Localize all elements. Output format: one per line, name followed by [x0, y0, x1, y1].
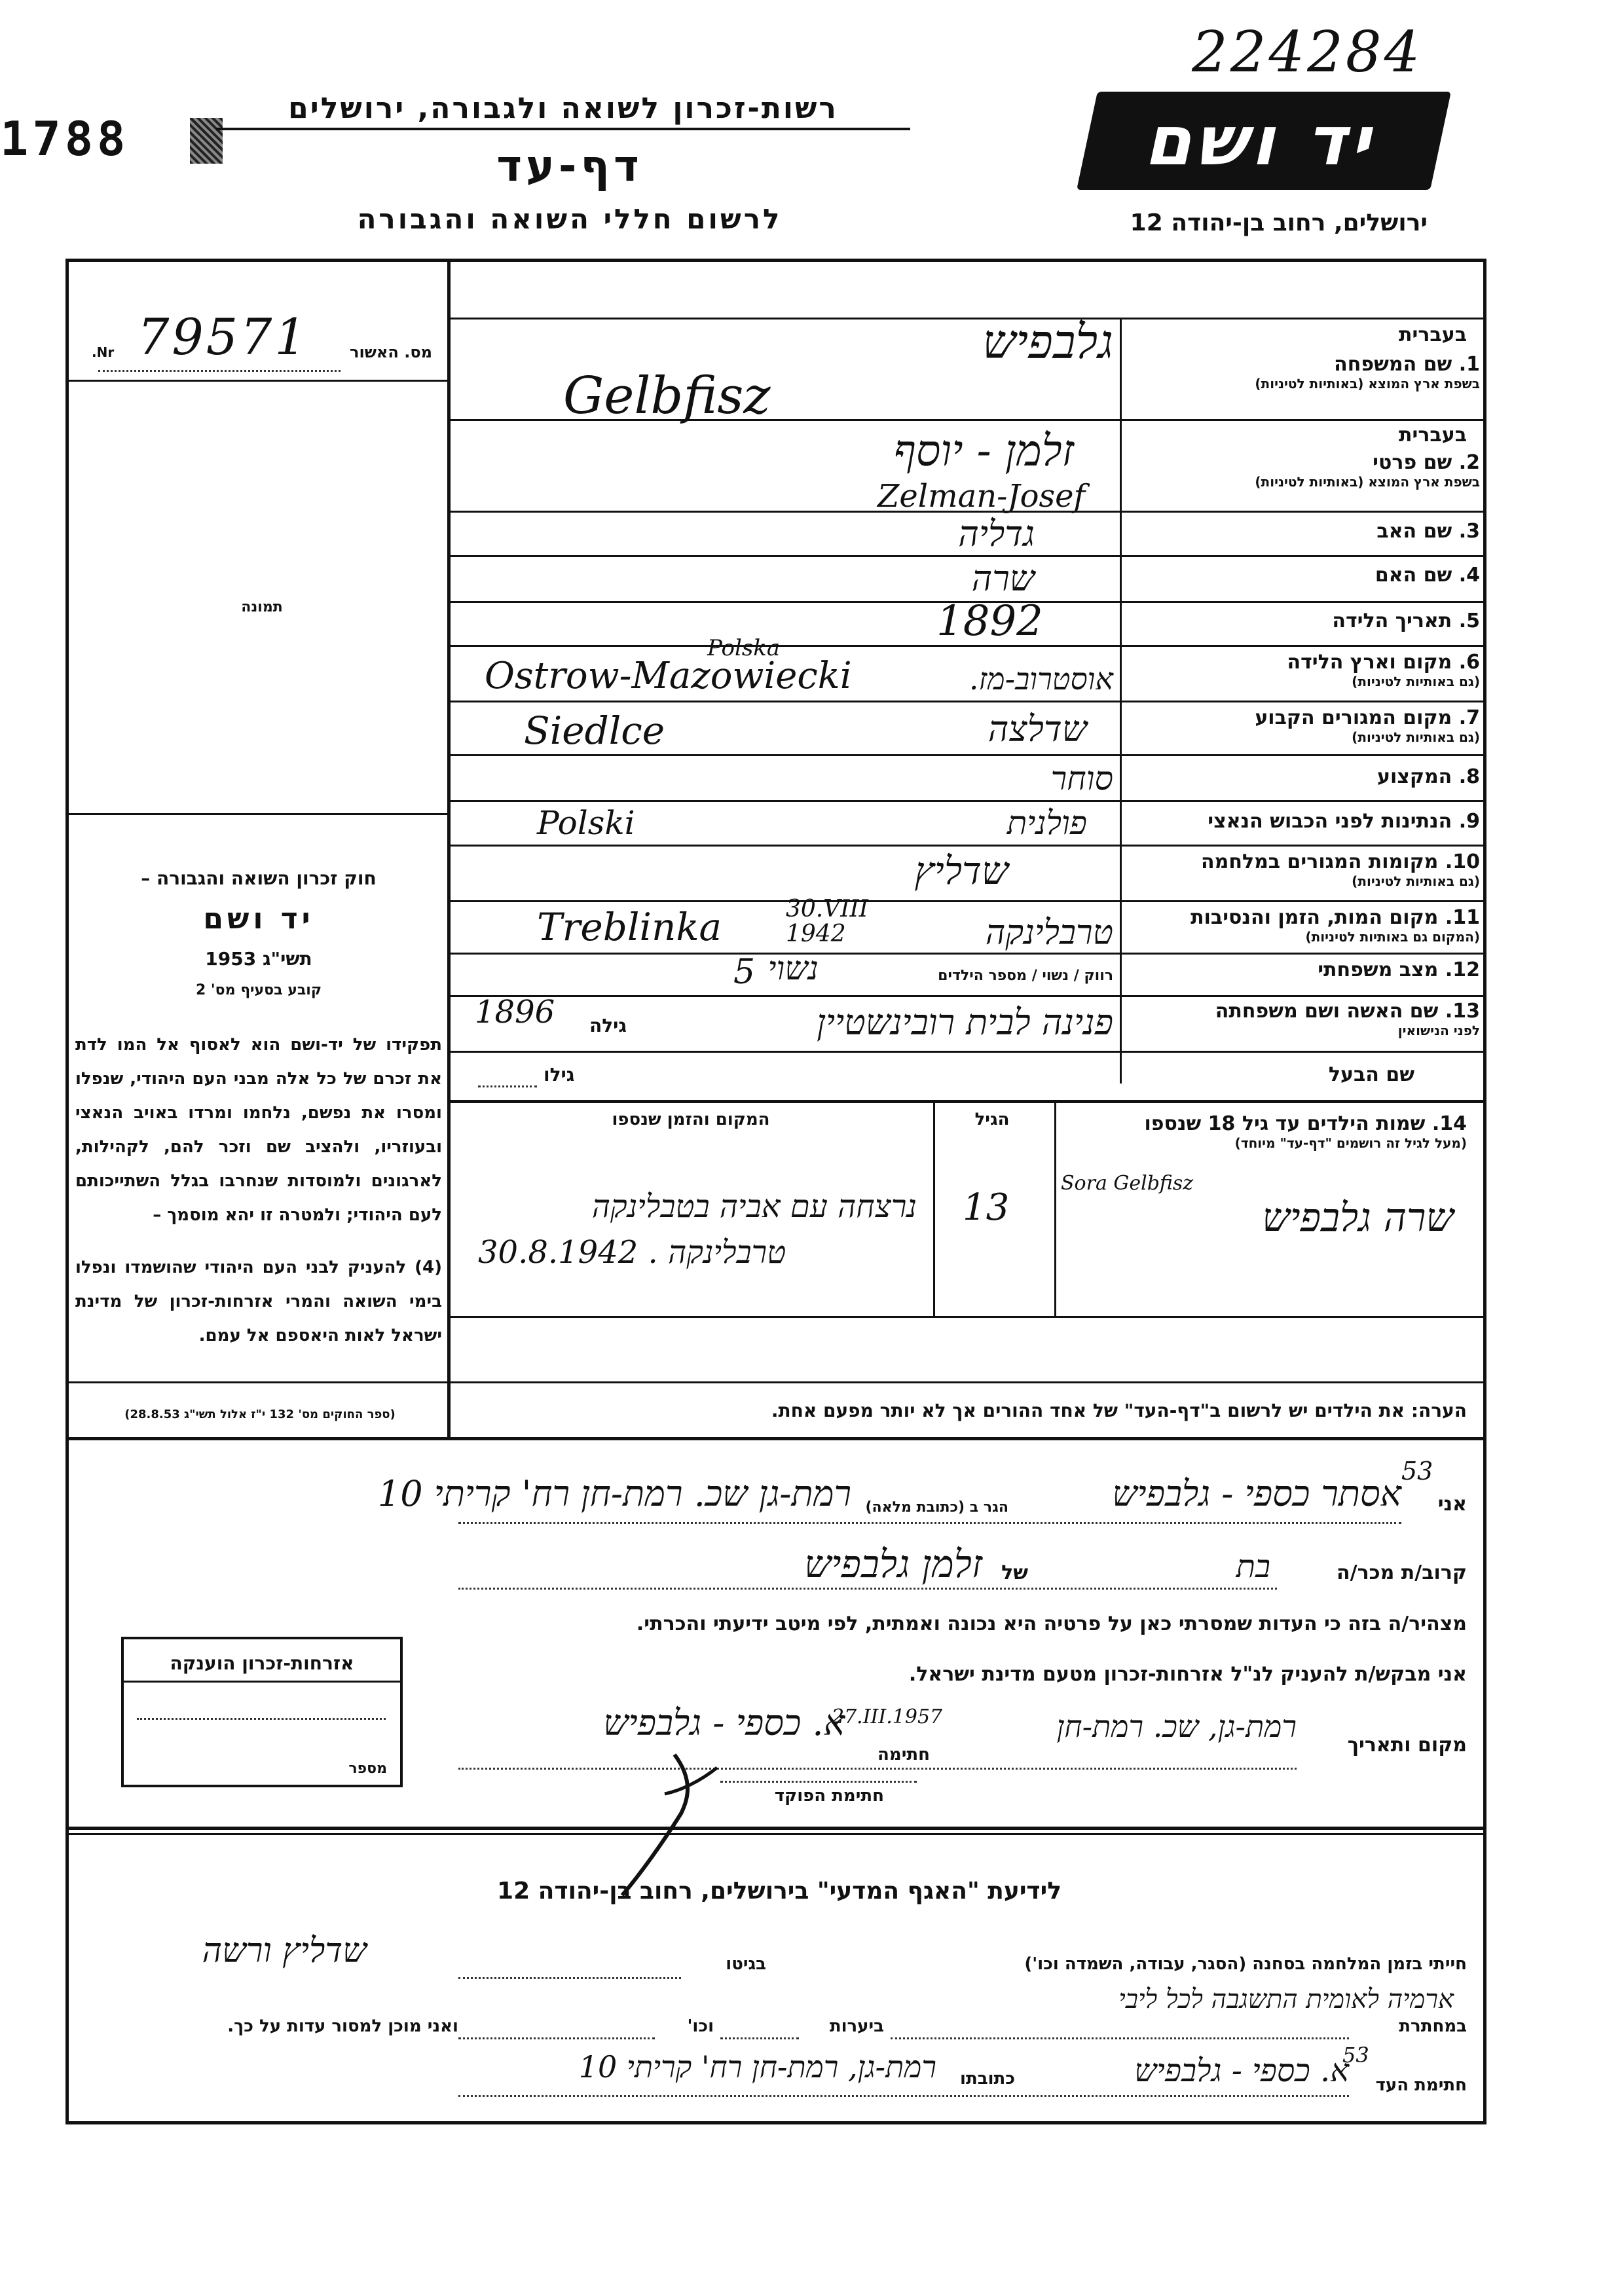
- field-13-age-label: גילה: [589, 1015, 627, 1036]
- husband-age-line: [478, 1085, 537, 1087]
- witness-request: אני מבקש/ת להעניק לנ"ל אזרחות-זכרון מטעם מדינת ישראל.: [908, 1663, 1467, 1686]
- law-clause: קובע בסעיף מס' 2: [195, 982, 322, 998]
- row-line-7: [447, 701, 1486, 702]
- field-1-num: 1.: [1458, 353, 1480, 376]
- field-8-num: 8.: [1458, 765, 1480, 788]
- field-11-num: 11.: [1445, 906, 1480, 929]
- science-l3-addr: רמת-גן, רמת-חן רח' קריתי 10: [578, 2049, 936, 2085]
- field-5-num: 5.: [1458, 610, 1480, 632]
- note-text: הערה: את הילדים יש לרשום ב"דף-העד" של אחד ההורים אך לא יותר מפעם אחת.: [771, 1400, 1467, 1421]
- field-2-label: [1126, 452, 1480, 490]
- org-line: רשות-זכרון לשואה ולגבורה, ירושלים: [216, 92, 910, 130]
- field-11-value-latin: Treblinka: [537, 905, 722, 949]
- witness-gar-label: הגר ב (כתובת מלאה): [865, 1499, 1008, 1516]
- science-l1-ghetto-value: שדליץ ורשה: [202, 1931, 367, 1971]
- field-9-title: הנתינות לפני הכבוש הנאצי: [1208, 810, 1452, 833]
- field-9-label: [1126, 811, 1480, 833]
- field-11-value-date: 30.VIII 1942: [786, 896, 868, 947]
- field-1-lang: בעברית: [1399, 323, 1467, 346]
- approval-dotline: [98, 370, 341, 372]
- field-2-title: שם פרטי: [1373, 451, 1452, 474]
- children-label: [1061, 1113, 1467, 1151]
- law-body-2: (4) להעניק לבני העם היהודי שהושמדו ונפלו בימי השואה והמרי אזרחות-זכרון של מדינת ישראל לאות היאספם אל עמם.: [75, 1258, 442, 1345]
- photo-bottom-line: [65, 813, 449, 815]
- science-top-line: [65, 1827, 1486, 1830]
- law-title: חוק זכרון השואה והגבורה –: [141, 867, 377, 889]
- witness-declare: מצהיר/ה בזה כי העדות שמסרתי כאן על פרטיה היא נכונה ואמתית, לפי מיטב ידיעתי והכרתי.: [636, 1613, 1467, 1635]
- field-9-num: 9.: [1458, 810, 1480, 833]
- field-5-value: 1892: [936, 597, 1043, 646]
- row-line-11: [447, 900, 1486, 902]
- witness-signature: א. כספי - גלבפיש: [603, 1702, 845, 1743]
- witness-age-mark: 53: [1401, 1457, 1433, 1485]
- citizenship-box: [121, 1637, 403, 1787]
- field-2-sub: בשפת ארץ המוצא (באותיות לטיניות): [1255, 474, 1480, 490]
- field-12-label: [1126, 959, 1480, 981]
- children-col-age: הגיל: [974, 1110, 1010, 1129]
- field-7-num: 7.: [1458, 706, 1480, 729]
- field-13-age-value: 1896: [475, 994, 555, 1030]
- row-line-13: [447, 995, 1486, 997]
- field-9-value-latin: Polski: [537, 804, 635, 842]
- witness-address-line: [458, 1522, 1401, 1524]
- field-8-label: [1126, 766, 1480, 788]
- child-1-name-he: שרה גלבפיש: [1262, 1195, 1454, 1241]
- field-6-title: מקום וארץ הלידה: [1287, 651, 1452, 674]
- field-12-title: מצב משפחתי: [1318, 958, 1439, 981]
- husband-age-label: גילו: [544, 1064, 575, 1085]
- field-10-num: 10.: [1445, 850, 1480, 873]
- field-3-label: [1126, 520, 1480, 543]
- field-6-sub: (גם באותיות לטיניות): [1352, 674, 1480, 689]
- witness-relation-label: קרוב/ת מכר/ה: [1337, 1561, 1467, 1584]
- note-top-line: [65, 1381, 1486, 1383]
- row-line-14: [447, 1100, 1486, 1103]
- science-l1-line: [458, 1977, 681, 1979]
- science-l2-forests: ביערות: [829, 2016, 884, 2036]
- witness-ani-label: אני: [1437, 1493, 1467, 1516]
- field-11-value-he: טרבלינקה: [985, 913, 1113, 953]
- field-1-title: שם המשפחה: [1334, 353, 1452, 376]
- science-l3-addr-label: כתובתו: [960, 2069, 1015, 2088]
- field-12-value-he: נשוי: [767, 949, 819, 987]
- field-2-num: 2.: [1458, 451, 1480, 474]
- field-8-title: המקצוע: [1376, 765, 1452, 788]
- field-6-value-note: Polska: [707, 635, 781, 661]
- field-4-title: שם האם: [1375, 564, 1452, 587]
- field-6-label: [1126, 651, 1480, 689]
- field-1-label: [1126, 354, 1480, 392]
- science-l2-etc: וכו': [687, 2016, 714, 2036]
- children-num: 14.: [1431, 1112, 1467, 1135]
- field-10-value: שדליץ: [914, 848, 1008, 893]
- children-sub: (מעל לגיל זה רושמים "דף-עד" מיוחד): [1234, 1135, 1467, 1151]
- field-3-num: 3.: [1458, 520, 1480, 543]
- photo-placeholder: תמונה: [241, 599, 283, 615]
- science-l2-line-c: [458, 2037, 655, 2039]
- science-l3-sig: א. כספי - גלבפיש: [1134, 2052, 1349, 2089]
- science-l2-value: ארמיה לאומית התשגבה לכל ליבי: [1118, 1984, 1454, 2014]
- field-6-num: 6.: [1458, 651, 1480, 674]
- official-signature-scribble: [602, 1741, 747, 1899]
- witness-place-date-value: רמת-גן, שכ. רמת-חן: [1056, 1709, 1297, 1744]
- witness-place-date-label: מקום ותאריך: [1347, 1734, 1467, 1757]
- field-1-sub: בשפת ארץ המוצא (באותיות לטיניות): [1255, 376, 1480, 392]
- science-title: לידיעת "האגף המדעי" בירושלים, רחוב בן-יהודה 12: [497, 1878, 1061, 1904]
- science-l3-mark: 53: [1342, 2043, 1369, 2068]
- field-6-value-latin: Ostrow-Mazowiecki: [485, 655, 852, 697]
- witness-relation-line: [458, 1588, 1277, 1590]
- field-6-value-he: אוסטרוב-מז.: [969, 661, 1113, 697]
- witness-address: רמת-גן שכ. רמת-חן רח' קריתי 10: [377, 1473, 851, 1514]
- row-line-10: [447, 845, 1486, 847]
- field-5-label: [1126, 610, 1480, 632]
- field-3-value: גדליה: [958, 513, 1035, 555]
- witness-name: אסתר כספי - גלבפיש: [1112, 1473, 1401, 1514]
- field-12-value: 5: [733, 953, 756, 992]
- children-col-place: המקום והזמן שנספו: [612, 1110, 770, 1129]
- field-11-label: [1126, 907, 1480, 945]
- child-1-name-latin: Sora Gelbfisz: [1061, 1172, 1194, 1195]
- child-1-age: 13: [963, 1186, 1010, 1229]
- witness-relation-value: בת: [1236, 1548, 1270, 1585]
- child-1-place: נרצחה עם אביה בטבלינקה: [591, 1188, 917, 1225]
- field-9-value-he: פולנית: [1006, 804, 1087, 842]
- left-column-divider: [447, 259, 451, 1437]
- science-l3-line: [458, 2095, 1349, 2097]
- row-line-8: [447, 754, 1486, 756]
- children-col-1: [933, 1100, 935, 1316]
- field-4-label: [1126, 564, 1480, 587]
- field-12-sub: רווק / נשוי / מספר הילדים: [938, 968, 1113, 984]
- citizenship-line-1: [137, 1718, 386, 1720]
- science-l2-ready: ואני מוכן למסור עדות על כך.: [227, 2016, 458, 2036]
- field-10-title: מקומות המגורים במלחמה: [1201, 850, 1439, 873]
- field-13-num: 13.: [1445, 1000, 1480, 1023]
- field-4-value: שרה: [971, 558, 1035, 599]
- stamp-number: [0, 111, 236, 170]
- witness-date-value: 27.III.1957: [832, 1705, 943, 1728]
- field-7-value-latin: Siedlce: [524, 708, 665, 753]
- citizenship-number-label: מספר: [348, 1760, 387, 1777]
- header-address: ירושלים, רחוב בן-יהודה 12: [1130, 210, 1428, 236]
- science-l1-label: חייתי בזמן המלחמה בסחנה (הסגר, עבודה, השמדה וכו'): [1024, 1954, 1467, 1974]
- witness-of-value: זלמן גלבפיש: [804, 1542, 982, 1586]
- child-1-date: 30.8.1942 . טרבלינקה: [478, 1234, 786, 1271]
- field-1-value-he: גלבפיש: [982, 314, 1113, 369]
- archive-number: 224284: [1192, 20, 1423, 85]
- approval-nr: Nr.: [92, 344, 115, 360]
- field-11-title: מקום המות, הזמן והנסיבות: [1190, 906, 1439, 929]
- law-name: יד ושם: [203, 902, 314, 936]
- law-footnote: (ספר החוקים מס' 132 י"ז אלול תשי"ג 28.8.53): [124, 1408, 396, 1421]
- field-10-label: [1126, 851, 1480, 889]
- approval-number: 79571: [138, 308, 309, 366]
- row-line-9: [447, 800, 1486, 802]
- children-title: שמות הילדים עד גיל 18 שנספו: [1144, 1112, 1426, 1135]
- field-7-value-he: שדלצה: [987, 708, 1087, 750]
- field-7-sub: (גם באותיות לטיניות): [1352, 729, 1480, 745]
- field-7-label: [1126, 707, 1480, 745]
- law-year: תשי"ג 1953: [205, 948, 312, 970]
- field-4-num: 4.: [1458, 564, 1480, 587]
- field-12-num: 12.: [1445, 958, 1480, 981]
- row-line-12: [447, 953, 1486, 955]
- stamp-number-text: 1788: [0, 111, 130, 166]
- witness-sig-line: [458, 1768, 1297, 1770]
- row-line-husband: [447, 1051, 1486, 1053]
- science-l1-ghetto: בגיטו: [726, 1954, 766, 1974]
- field-11-sub: (המקום גם באותיות לטיניות): [1305, 929, 1480, 945]
- yad-vashem-logo: [1077, 92, 1451, 190]
- field-3-title: שם האב: [1376, 520, 1452, 543]
- approval-text: מס. האשור: [350, 343, 432, 361]
- science-l2-label: במחתרת: [1399, 2016, 1467, 2036]
- field-5-title: תאריך הלידה: [1332, 610, 1452, 632]
- field-2-value-latin: Zelman-Josef: [877, 478, 1086, 515]
- official-sig-label: חתימת הפוקד: [774, 1786, 884, 1806]
- field-1-value-latin: Gelbfisz: [563, 367, 771, 426]
- logo-text: יד ושם: [1140, 101, 1388, 181]
- field-7-title: מקום המגורים הקבוע: [1255, 706, 1452, 729]
- science-l3-label: חתימת העד: [1375, 2075, 1467, 2095]
- field-13-label: [1126, 1000, 1480, 1038]
- field-13-sub: לפני הנישואין: [1397, 1023, 1480, 1038]
- citizenship-title: אזרחות-זכרון הוענקה: [124, 1639, 400, 1683]
- children-col-2: [1054, 1100, 1056, 1316]
- field-8-value: סוחר: [1050, 759, 1113, 797]
- form-subtitle: לרשום חללי השואה והגבורה: [357, 203, 783, 235]
- field-2-value-he: זלמן - יוסף: [893, 426, 1074, 476]
- husband-label: שם הבעל: [1328, 1063, 1414, 1086]
- science-l2-line-b: [720, 2037, 799, 2039]
- form-title: דף-עד: [496, 141, 643, 191]
- field-13-title: שם האשה ושם משפחתה: [1215, 1000, 1439, 1023]
- row-line-4: [447, 555, 1486, 557]
- field-10-sub: (גם באותיות לטיניות): [1352, 873, 1480, 889]
- witness-sig-label: חתימה: [877, 1745, 930, 1764]
- children-bottom-line: [447, 1316, 1486, 1318]
- witness-of-label: של: [1001, 1561, 1028, 1584]
- science-l2-line-a: [891, 2037, 1349, 2039]
- approval-underline: [65, 380, 449, 382]
- official-sig-line: [720, 1781, 917, 1783]
- note-bottom-line: [65, 1437, 1486, 1440]
- field-2-lang: בעברית: [1399, 424, 1467, 446]
- field-13-value: פנינה לבית רובינשטיין: [817, 1002, 1113, 1043]
- law-body-1: תפקידו של יד-ושם הוא לאסוף אל המו לדת את זכרם של כל אלה מבני העם היהודי, שנפלו ומסרו את נפשם, נלחמו ומרדו באויב הנאצי ובעוזריו, ולהציב שם וזכר להם, לקהילות, לארגונים ולמוסדות שנחרבו בגלל השתייכותם לעם היהודי; ולמטרה זו יהא מוסמך –: [75, 1035, 442, 1225]
- science-top-line-2: [65, 1833, 1486, 1835]
